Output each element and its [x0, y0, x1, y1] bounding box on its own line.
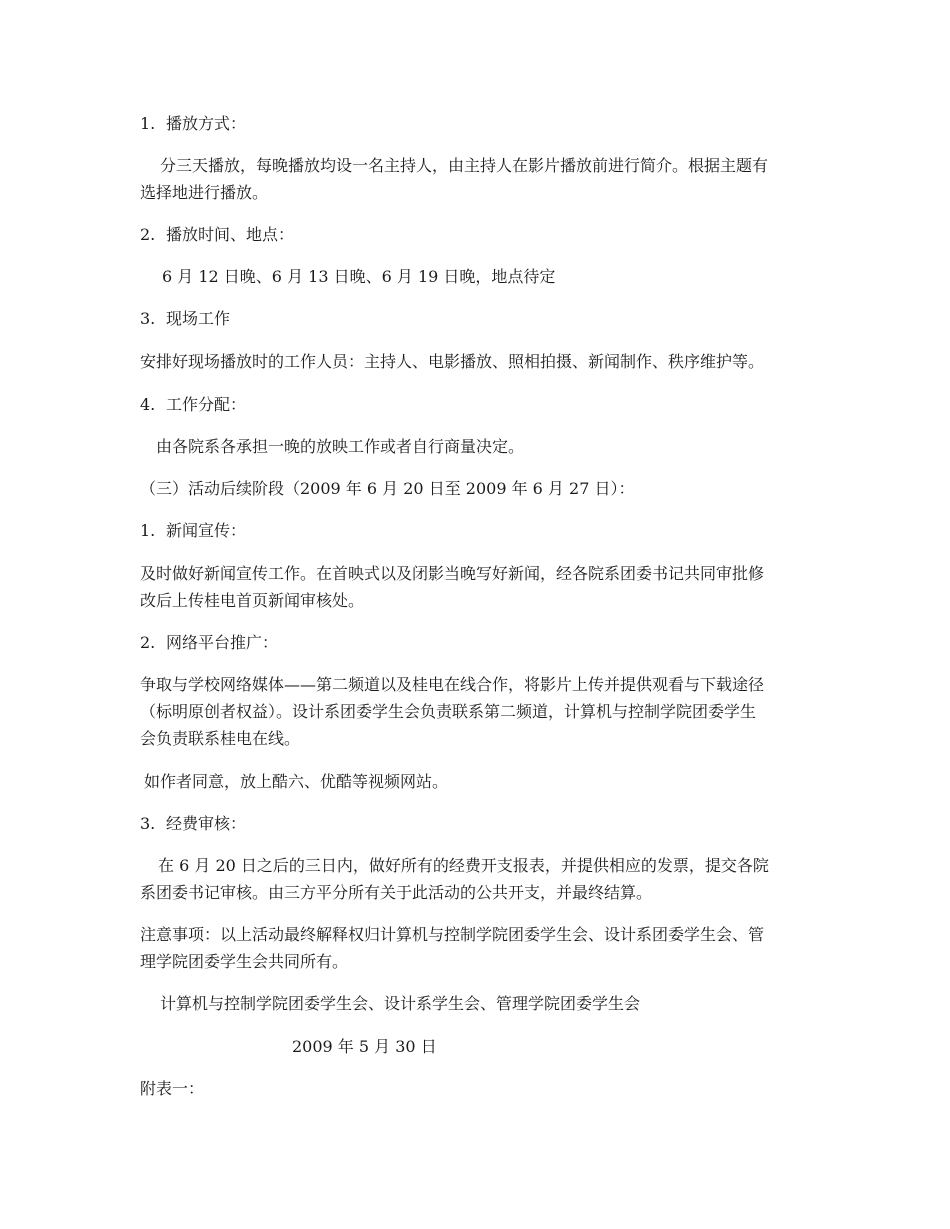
section-title: 播放方式： [166, 114, 247, 133]
paragraph-work-assignment: 由各院系各承担一晚的放映工作或者自行商量决定。 [156, 437, 525, 456]
paragraph-playback-mode-line1: 分三天播放，每晚播放均设一名主持人，由主持人在影片播放前进行简介。根据主题有 [160, 156, 769, 175]
section-number: 4. [140, 395, 156, 414]
paragraph-news-line2: 改后上传桂电首页新闻审核处。 [140, 591, 365, 610]
section-number: 3. [140, 309, 156, 328]
section-heading-news [140, 520, 246, 542]
section-title: 现场工作 [166, 309, 231, 328]
section-heading-budget [140, 813, 246, 835]
paragraph-onsite-work: 安排好现场播放时的工作人员：主持人、电影播放、照相拍摄、新闻制作、秩序维护等。 [140, 352, 765, 371]
section-title: 网络平台推广： [166, 633, 279, 652]
section-number: 2. [140, 225, 156, 244]
appendix-label: 附表一： [140, 1079, 205, 1098]
section-number: 1. [140, 114, 156, 133]
paragraph-time-place: 6 月 12 日晚、6 月 13 日晚、6 月 19 日晚，地点待定 [162, 267, 556, 286]
paragraph-news-line1: 及时做好新闻宣传工作。在首映式以及闭影当晚写好新闻，经各院系团委书记共同审批修 [140, 564, 765, 583]
section-number: 2. [140, 633, 156, 652]
section-heading-onsite-work [140, 308, 230, 330]
section-title: 播放时间、地点： [166, 225, 295, 244]
section-number: 1. [140, 521, 156, 540]
paragraph-network-line2: （标明原创者权益）。设计系团委学生会负责联系第二频道，计算机与控制学院团委学生 [140, 702, 757, 721]
section-heading-playback-mode [140, 113, 246, 135]
paragraph-budget-line1: 在 6 月 20 日之后的三日内，做好所有的经费开支报表，并提供相应的发票，提交各院 [158, 856, 769, 875]
section-title: 工作分配： [166, 395, 247, 414]
paragraph-author-consent: 如作者同意，放上酷六、优酷等视频网站。 [144, 772, 449, 791]
paragraph-network-line3: 会负责联系桂电在线。 [140, 729, 301, 748]
notice-line2: 理学院团委学生会共同所有。 [140, 952, 349, 971]
section-heading-work-assignment [140, 394, 246, 416]
paragraph-playback-mode-line2: 选择地进行播放。 [140, 183, 269, 202]
section-heading-network [140, 632, 278, 654]
signatories: 计算机与控制学院团委学生会、设计系学生会、管理学院团委学生会 [160, 994, 641, 1013]
document-date: 2009 年 5 月 30 日 [292, 1037, 437, 1056]
section-heading-time-place [140, 224, 294, 246]
section-title: 经费审核： [166, 814, 247, 833]
section-number: 3. [140, 814, 156, 833]
phase-three-heading: （三）活动后续阶段（2009 年 6 月 20 日至 2009 年 6 月 27 日）： [140, 479, 635, 498]
notice-line1: 注意事项：以上活动最终解释权归计算机与控制学院团委学生会、设计系团委学生会、管 [140, 925, 765, 944]
paragraph-budget-line2: 系团委书记审核。由三方平分所有关于此活动的公共开支，并最终结算。 [140, 883, 653, 902]
section-title: 新闻宣传： [166, 521, 247, 540]
paragraph-network-line1: 争取与学校网络媒体——第二频道以及桂电在线合作，将影片上传并提供观看与下载途径 [140, 675, 765, 694]
